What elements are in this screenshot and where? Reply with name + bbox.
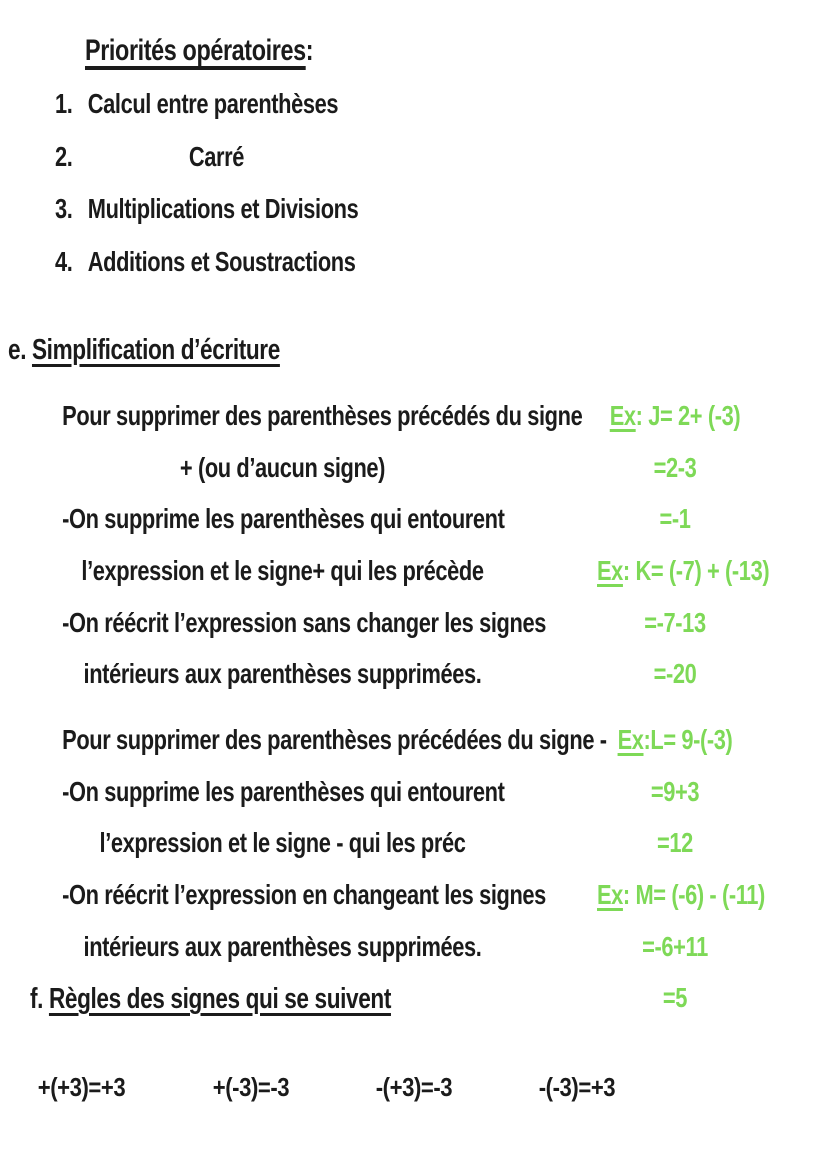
example-j-step: =2-3 [653,451,697,483]
priority-label: Multiplications et Divisions [87,193,359,224]
example-expression: :L= 9-(-3) [643,724,733,755]
example-m-heading [597,869,765,921]
sign-rule: -(-3)=+3 [538,1072,616,1102]
priority-item-1 [55,88,338,120]
priority-item-4 [55,246,355,278]
priority-item-3 [55,193,358,225]
section-f-prefix: f. [30,983,49,1015]
example-label: Ex [597,555,623,587]
rule-minus-line: l’expression et le signe - qui les préc [99,827,466,859]
page-title-text: Priorités opératoires [85,34,306,67]
priority-number: 2. [55,141,73,172]
example-expression: : J= 2+ (-3) [635,400,741,431]
example-k-step: =-7-13 [644,606,706,638]
rule-plus-line: intérieurs aux parenthèses supprimées. [83,658,482,690]
examples-group-plus [575,390,775,700]
example-k-heading [597,545,770,597]
section-e-prefix: e. [8,334,32,366]
example-expression: : M= (-6) - (-11) [622,879,765,911]
priority-label: Carré [188,141,245,172]
example-l-step: =12 [657,827,693,859]
rule-minus-line: -On réécrit l’expression en changeant les signes [62,879,546,911]
section-f-title: Règles des signes qui se suivent [48,983,391,1015]
example-k-step: =-20 [653,658,697,690]
rule-plus-line: + (ou d’aucun signe) [179,451,386,483]
priority-label: Calcul entre parenthèses [87,88,339,119]
rule-plus-line: -On réécrit l’expression sans changer les signes [62,606,546,638]
priority-label: Additions et Soustractions [87,246,356,277]
example-l-heading [597,714,753,766]
example-m-step: =-6+11 [642,930,708,962]
sign-rule: +(+3)=+3 [37,1072,126,1102]
rule-plus-line: l’expression et le signe+ qui les précède [81,555,484,587]
example-m-step: =5 [662,982,688,1014]
rule-plus-line: Pour supprimer des parenthèses précédés du signe [62,400,583,431]
rule-minus-paragraph [0,714,607,972]
example-l-step: =9+3 [650,775,700,807]
page-title [85,34,313,68]
example-j-step: =-1 [659,503,691,535]
sign-rule: -(+3)=-3 [375,1072,453,1102]
rule-minus-line: intérieurs aux parenthèses supprimées. [83,930,482,962]
section-e-heading [8,334,280,367]
rule-minus-line: -On supprime les parenthèses qui entourent [62,775,505,807]
rule-plus-paragraph [0,390,583,700]
rule-plus-line: -On supprime les parenthèses qui entourent [62,503,505,535]
example-expression: : K= (-7) + (-13) [622,555,770,587]
rule-minus-line: Pour supprimer des parenthèses précédées du signe - [62,724,607,755]
priority-number: 3. [55,193,73,224]
example-j-heading [597,390,753,442]
section-f-heading [30,983,391,1016]
example-label: Ex [597,879,623,911]
sign-rule: +(-3)=-3 [212,1072,290,1102]
priority-number: 4. [55,246,73,277]
example-label: Ex [609,400,636,431]
examples-group-minus [575,714,775,1024]
page-title-colon: : [305,34,314,67]
sign-rules-row [30,1072,622,1103]
section-e-title: Simplification d’écriture [31,334,280,366]
priority-item-2 [55,141,345,173]
example-label: Ex [617,724,644,755]
priority-number: 1. [55,88,73,119]
